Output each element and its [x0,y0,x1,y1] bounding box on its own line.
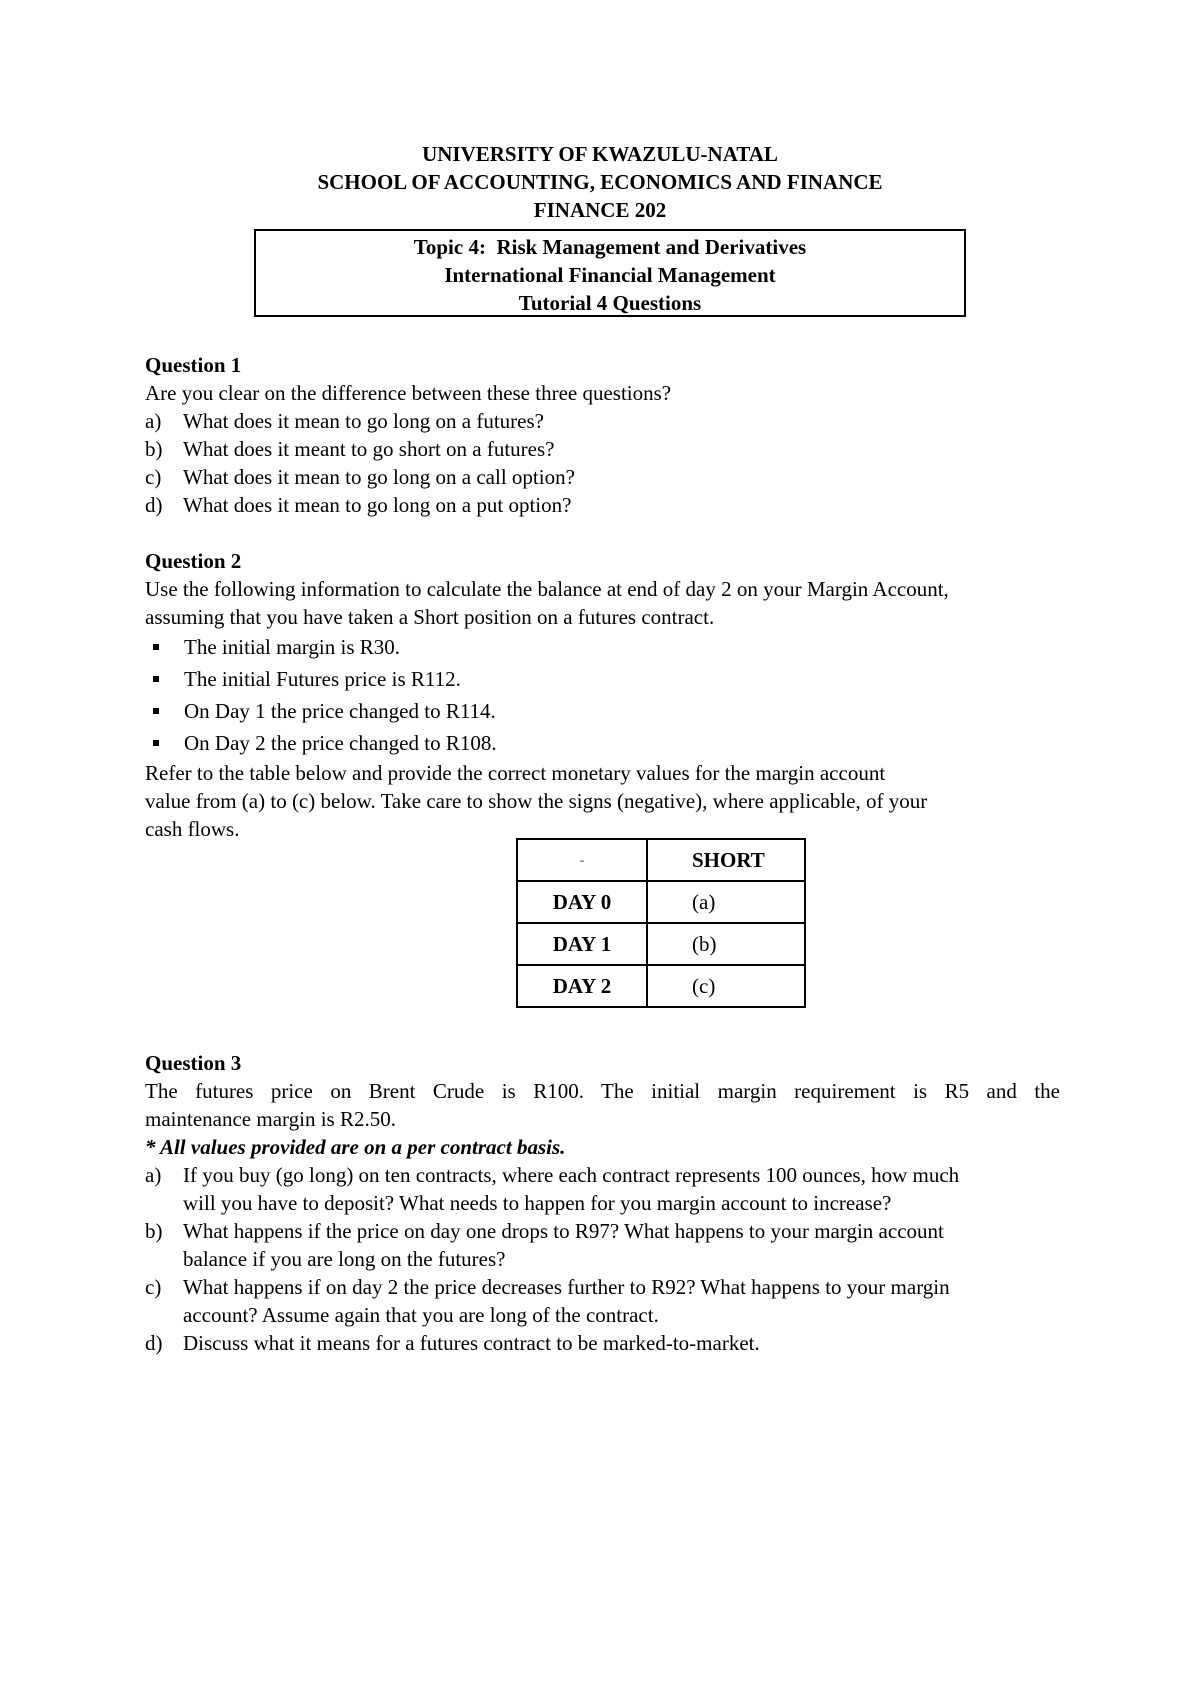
item-text: What does it mean to go long on a put option? [183,493,572,517]
item-text: will you have to deposit? What needs to happen for you margin account to increase? [183,1191,892,1215]
question-2-intro-2: assuming that you have taken a Short position on a futures contract. [145,605,715,629]
course-code: FINANCE 202 [533,198,667,222]
item-mark: c) [145,465,162,489]
bullet-icon [153,708,159,714]
item-mark: b) [145,1219,163,1243]
question-2-refer-1: Refer to the table below and provide the correct monetary values for the margin account [145,761,886,785]
list-item [145,491,1060,519]
item-mark: c) [145,1275,162,1299]
item-text: What does it mean to go long on a futures? [183,409,544,433]
bullet-item [145,727,1060,759]
table-row [517,881,805,923]
item-mark: a) [145,409,162,433]
item-text: Discuss what it means for a futures contract to be marked-to-market. [183,1331,760,1355]
question-3 [145,1049,1060,1357]
item-text: What happens if the price on day one drops to R97? What happens to your margin account [183,1219,944,1243]
list-item [145,435,1060,463]
bullet-icon [153,644,159,650]
item-text: If you buy (go long) on ten contracts, where each contract represents 100 ounces, how much [183,1163,960,1187]
list-item [145,407,1060,435]
margin-account-table [516,838,806,1008]
question-3-title: Question 3 [145,1051,242,1075]
bullet-icon [153,740,159,746]
table-row [517,923,805,965]
item-mark: d) [145,1331,163,1355]
list-item [145,1161,1060,1217]
item-text: What happens if on day 2 the price decreases further to R92? What happens to your margin [183,1275,950,1299]
question-1-intro: Are you clear on the difference between these three questions? [145,381,672,405]
question-3-intro-1: The futures price on Brent Crude is R100. The initial margin requirement is R5 and the [145,1079,1060,1103]
school-name: SCHOOL OF ACCOUNTING, ECONOMICS AND FINANCE [317,170,883,194]
item-mark: a) [145,1163,162,1187]
table-value-cell: (b) [647,923,805,965]
table-value-cell: (c) [647,965,805,1007]
bullet-text: On Day 2 the price changed to R108. [184,731,497,755]
list-item [145,1273,1060,1329]
question-1 [145,351,1060,519]
table-corner-cell: - [517,839,647,881]
topic-subject: International Financial Management [444,263,776,287]
item-mark: b) [145,437,163,461]
bullet-icon [153,676,159,682]
bullet-item [145,695,1060,727]
bullet-item [145,663,1060,695]
question-1-title: Question 1 [145,353,242,377]
table-row [517,965,805,1007]
bullet-text: The initial margin is R30. [184,635,401,659]
question-2-intro-1: Use the following information to calculate the balance at end of day 2 on your Margin Account, [145,577,949,601]
item-text: balance if you are long on the futures? [183,1247,506,1271]
item-mark: d) [145,493,163,517]
list-item [145,1329,1060,1357]
table-day-cell: DAY 0 [517,881,647,923]
question-3-note: * All values provided are on a per contract basis. [145,1135,566,1159]
bullet-text: On Day 1 the price changed to R114. [184,699,496,723]
topic-box [254,229,966,317]
table-column-header: SHORT [647,839,805,881]
topic-title: Topic 4: Risk Management and Derivatives [413,235,807,259]
question-2-refer-2: value from (a) to (c) below. Take care to show the signs (negative), where applicable, of your [145,789,928,813]
question-2-title: Question 2 [145,549,242,573]
item-text: What does it meant to go short on a futures? [183,437,555,461]
table-value-cell: (a) [647,881,805,923]
list-item [145,1217,1060,1273]
tutorial-title: Tutorial 4 Questions [518,291,702,315]
university-name: UNIVERSITY OF KWAZULU-NATAL [422,142,778,166]
table-header-row [517,839,805,881]
table-day-cell: DAY 2 [517,965,647,1007]
question-3-intro-2: maintenance margin is R2.50. [145,1107,396,1131]
bullet-text: The initial Futures price is R112. [184,667,461,691]
list-item [145,463,1060,491]
document-header [0,140,1200,224]
table-day-cell: DAY 1 [517,923,647,965]
bullet-item [145,631,1060,663]
item-text: What does it mean to go long on a call option? [183,465,575,489]
item-text: account? Assume again that you are long of the contract. [183,1303,659,1327]
question-2 [145,547,1060,843]
question-2-refer-3: cash flows. [145,817,240,841]
